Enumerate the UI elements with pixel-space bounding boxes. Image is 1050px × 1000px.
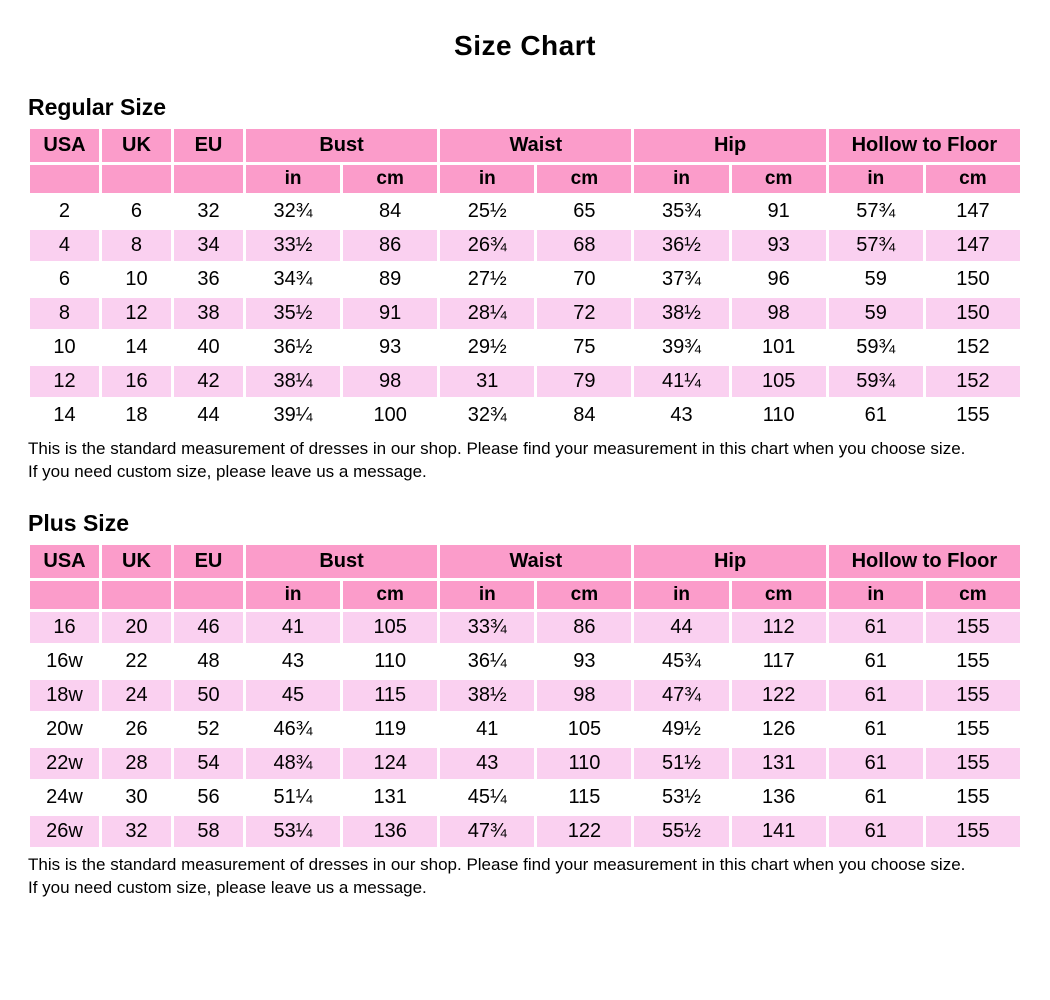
- table-cell: 150: [924, 297, 1021, 331]
- table-cell: 79: [536, 365, 633, 399]
- unit-cell-empty: [172, 164, 244, 195]
- table-cell: 39¼: [244, 399, 341, 433]
- table-cell: 4: [29, 229, 101, 263]
- col-header-usa: USA: [29, 543, 101, 579]
- table-row: [29, 678, 1022, 712]
- table-cell: 32: [100, 814, 172, 848]
- table-cell: 12: [100, 297, 172, 331]
- table-cell: 46¾: [244, 712, 341, 746]
- table-cell: 36½: [244, 331, 341, 365]
- table-cell: 36: [172, 263, 244, 297]
- col-header-waist: Waist: [439, 543, 633, 579]
- regular-size-table: [27, 126, 1023, 434]
- table-cell: 126: [730, 712, 827, 746]
- col-header-uk: UK: [100, 543, 172, 579]
- table-cell: 115: [342, 678, 439, 712]
- table-cell: 47¾: [439, 814, 536, 848]
- table-cell: 22w: [29, 746, 101, 780]
- table-cell: 51½: [633, 746, 730, 780]
- table-row: [29, 365, 1022, 399]
- table-cell: 37¾: [633, 263, 730, 297]
- table-cell: 46: [172, 610, 244, 644]
- table-cell: 38¼: [244, 365, 341, 399]
- table-cell: 52: [172, 712, 244, 746]
- table-cell: 6: [100, 195, 172, 229]
- table-row: [29, 195, 1022, 229]
- section-label-regular-size: Regular Size: [28, 94, 167, 120]
- table-row: [29, 644, 1022, 678]
- unit-cell-cm: cm: [924, 164, 1021, 195]
- table-cell: 43: [244, 644, 341, 678]
- col-header-uk: UK: [100, 128, 172, 164]
- table-cell: 112: [730, 610, 827, 644]
- table-cell: 42: [172, 365, 244, 399]
- unit-cell-in: in: [439, 164, 536, 195]
- unit-cell-in: in: [244, 579, 341, 610]
- table-cell: 131: [342, 780, 439, 814]
- table-row: [29, 610, 1022, 644]
- table-cell: 93: [342, 331, 439, 365]
- table-cell: 59¾: [827, 331, 924, 365]
- table-cell: 45¾: [633, 644, 730, 678]
- table-cell: 65: [536, 195, 633, 229]
- section-label-plus-size: Plus Size: [28, 509, 129, 536]
- table-cell: 55½: [633, 814, 730, 848]
- unit-cell-in: in: [827, 579, 924, 610]
- table-cell: 35¾: [633, 195, 730, 229]
- table-cell: 53½: [633, 780, 730, 814]
- table-cell: 59: [827, 263, 924, 297]
- table-cell: 26: [100, 712, 172, 746]
- table-cell: 32¾: [439, 399, 536, 433]
- unit-cell-cm: cm: [730, 164, 827, 195]
- note-plus: [28, 853, 1018, 900]
- table-cell: 36¼: [439, 644, 536, 678]
- table-cell: 16: [100, 365, 172, 399]
- table-cell: 10: [100, 263, 172, 297]
- table-cell: 49½: [633, 712, 730, 746]
- table-cell: 18w: [29, 678, 101, 712]
- table-cell: 155: [924, 399, 1021, 433]
- table-cell: 61: [827, 610, 924, 644]
- table-cell: 155: [924, 814, 1021, 848]
- table-cell: 155: [924, 644, 1021, 678]
- table-cell: 122: [536, 814, 633, 848]
- col-header-hollow-to-floor: Hollow to Floor: [827, 128, 1021, 164]
- unit-cell-in: in: [827, 164, 924, 195]
- table-cell: 26¾: [439, 229, 536, 263]
- table-cell: 40: [172, 331, 244, 365]
- table-cell: 72: [536, 297, 633, 331]
- table-cell: 36½: [633, 229, 730, 263]
- table-cell: 98: [730, 297, 827, 331]
- table-cell: 98: [536, 678, 633, 712]
- table-cell: 50: [172, 678, 244, 712]
- table-cell: 22: [100, 644, 172, 678]
- table-cell: 150: [924, 263, 1021, 297]
- table-cell: 8: [29, 297, 101, 331]
- table-cell: 61: [827, 780, 924, 814]
- table-cell: 10: [29, 331, 101, 365]
- table-cell: 119: [342, 712, 439, 746]
- table-cell: 136: [730, 780, 827, 814]
- table-row: [29, 814, 1022, 848]
- table-cell: 51¼: [244, 780, 341, 814]
- table-cell: 6: [29, 263, 101, 297]
- table-cell: 59: [827, 297, 924, 331]
- table-cell: 44: [633, 610, 730, 644]
- table-cell: 96: [730, 263, 827, 297]
- table-cell: 110: [730, 399, 827, 433]
- table-cell: 26w: [29, 814, 101, 848]
- table-cell: 86: [536, 610, 633, 644]
- unit-cell-in: in: [633, 164, 730, 195]
- table-cell: 25½: [439, 195, 536, 229]
- col-header-eu: EU: [172, 543, 244, 579]
- table-cell: 45: [244, 678, 341, 712]
- col-header-waist: Waist: [439, 128, 633, 164]
- unit-cell-cm: cm: [924, 579, 1021, 610]
- col-header-hip: Hip: [633, 543, 827, 579]
- table-cell: 28: [100, 746, 172, 780]
- table-cell: 38½: [439, 678, 536, 712]
- plus-size-table: [27, 542, 1023, 850]
- table-cell: 101: [730, 331, 827, 365]
- table-cell: 53¼: [244, 814, 341, 848]
- unit-cell-empty: [29, 164, 101, 195]
- table-cell: 61: [827, 814, 924, 848]
- table-cell: 155: [924, 610, 1021, 644]
- table-cell: 152: [924, 331, 1021, 365]
- table-cell: 147: [924, 195, 1021, 229]
- table-cell: 58: [172, 814, 244, 848]
- table-row: [29, 780, 1022, 814]
- table-cell: 155: [924, 712, 1021, 746]
- unit-cell-in: in: [439, 579, 536, 610]
- table-cell: 24: [100, 678, 172, 712]
- table-cell: 56: [172, 780, 244, 814]
- unit-cell-cm: cm: [342, 579, 439, 610]
- table-cell: 14: [100, 331, 172, 365]
- table-cell: 152: [924, 365, 1021, 399]
- table-header-row: [29, 128, 1022, 164]
- note-regular: [28, 437, 1018, 484]
- table-cell: 20w: [29, 712, 101, 746]
- unit-cell-empty: [100, 579, 172, 610]
- table-cell: 147: [924, 229, 1021, 263]
- table-cell: 48: [172, 644, 244, 678]
- table-cell: 16w: [29, 644, 101, 678]
- note-line: This is the standard measurement of dresses in our shop. Please find your measurement in this chart when you choose size.: [28, 854, 966, 874]
- table-cell: 86: [342, 229, 439, 263]
- table-cell: 155: [924, 780, 1021, 814]
- table-cell: 39¾: [633, 331, 730, 365]
- table-row: [29, 712, 1022, 746]
- table-cell: 57¾: [827, 195, 924, 229]
- table-row: [29, 399, 1022, 433]
- note-line: If you need custom size, please leave us a message.: [28, 878, 427, 898]
- table-cell: 45¼: [439, 780, 536, 814]
- table-cell: 38½: [633, 297, 730, 331]
- table-cell: 115: [536, 780, 633, 814]
- table-cell: 44: [172, 399, 244, 433]
- page-title: Size Chart: [454, 30, 596, 61]
- table-row: [29, 263, 1022, 297]
- table-cell: 61: [827, 399, 924, 433]
- table-cell: 34: [172, 229, 244, 263]
- table-cell: 8: [100, 229, 172, 263]
- table-cell: 70: [536, 263, 633, 297]
- unit-cell-in: in: [633, 579, 730, 610]
- table-cell: 48¾: [244, 746, 341, 780]
- table-cell: 32¾: [244, 195, 341, 229]
- table-cell: 61: [827, 678, 924, 712]
- table-row: [29, 297, 1022, 331]
- table-cell: 91: [342, 297, 439, 331]
- table-cell: 41¼: [633, 365, 730, 399]
- table-cell: 54: [172, 746, 244, 780]
- table-cell: 2: [29, 195, 101, 229]
- table-cell: 29½: [439, 331, 536, 365]
- table-cell: 84: [536, 399, 633, 433]
- table-cell: 14: [29, 399, 101, 433]
- table-cell: 38: [172, 297, 244, 331]
- table-cell: 155: [924, 678, 1021, 712]
- table-cell: 33¾: [439, 610, 536, 644]
- table-row: [29, 746, 1022, 780]
- table-cell: 18: [100, 399, 172, 433]
- unit-cell-empty: [172, 579, 244, 610]
- col-header-bust: Bust: [244, 543, 438, 579]
- table-cell: 98: [342, 365, 439, 399]
- unit-cell-cm: cm: [342, 164, 439, 195]
- table-cell: 28¼: [439, 297, 536, 331]
- table-cell: 41: [244, 610, 341, 644]
- table-cell: 91: [730, 195, 827, 229]
- col-header-usa: USA: [29, 128, 101, 164]
- table-cell: 61: [827, 712, 924, 746]
- table-cell: 33½: [244, 229, 341, 263]
- table-cell: 68: [536, 229, 633, 263]
- table-cell: 34¾: [244, 263, 341, 297]
- table-cell: 43: [439, 746, 536, 780]
- table-cell: 31: [439, 365, 536, 399]
- col-header-bust: Bust: [244, 128, 438, 164]
- table-cell: 122: [730, 678, 827, 712]
- table-cell: 155: [924, 746, 1021, 780]
- table-cell: 12: [29, 365, 101, 399]
- table-header-row: [29, 543, 1022, 579]
- unit-cell-cm: cm: [536, 579, 633, 610]
- unit-cell-empty: [29, 579, 101, 610]
- table-cell: 30: [100, 780, 172, 814]
- table-row: [29, 229, 1022, 263]
- table-cell: 124: [342, 746, 439, 780]
- col-header-hip: Hip: [633, 128, 827, 164]
- table-cell: 141: [730, 814, 827, 848]
- table-cell: 27½: [439, 263, 536, 297]
- table-row: [29, 331, 1022, 365]
- table-cell: 110: [536, 746, 633, 780]
- unit-cell-empty: [100, 164, 172, 195]
- table-cell: 110: [342, 644, 439, 678]
- table-cell: 75: [536, 331, 633, 365]
- table-cell: 105: [536, 712, 633, 746]
- table-unit-row: [29, 579, 1022, 610]
- table-cell: 61: [827, 746, 924, 780]
- table-cell: 84: [342, 195, 439, 229]
- table-cell: 93: [536, 644, 633, 678]
- table-cell: 57¾: [827, 229, 924, 263]
- table-cell: 41: [439, 712, 536, 746]
- table-cell: 93: [730, 229, 827, 263]
- table-cell: 100: [342, 399, 439, 433]
- note-line: If you need custom size, please leave us a message.: [28, 462, 427, 482]
- table-cell: 61: [827, 644, 924, 678]
- table-cell: 35½: [244, 297, 341, 331]
- unit-cell-cm: cm: [536, 164, 633, 195]
- unit-cell-cm: cm: [730, 579, 827, 610]
- col-header-hollow-to-floor: Hollow to Floor: [827, 543, 1021, 579]
- table-cell: 32: [172, 195, 244, 229]
- table-cell: 20: [100, 610, 172, 644]
- note-line: This is the standard measurement of dresses in our shop. Please find your measurement in this chart when you choose size.: [28, 439, 966, 458]
- table-cell: 47¾: [633, 678, 730, 712]
- table-cell: 136: [342, 814, 439, 848]
- table-cell: 43: [633, 399, 730, 433]
- table-cell: 89: [342, 263, 439, 297]
- col-header-eu: EU: [172, 128, 244, 164]
- table-cell: 131: [730, 746, 827, 780]
- table-cell: 105: [730, 365, 827, 399]
- table-cell: 59¾: [827, 365, 924, 399]
- table-unit-row: [29, 164, 1022, 195]
- table-cell: 117: [730, 644, 827, 678]
- table-cell: 105: [342, 610, 439, 644]
- table-cell: 24w: [29, 780, 101, 814]
- unit-cell-in: in: [244, 164, 341, 195]
- table-cell: 16: [29, 610, 101, 644]
